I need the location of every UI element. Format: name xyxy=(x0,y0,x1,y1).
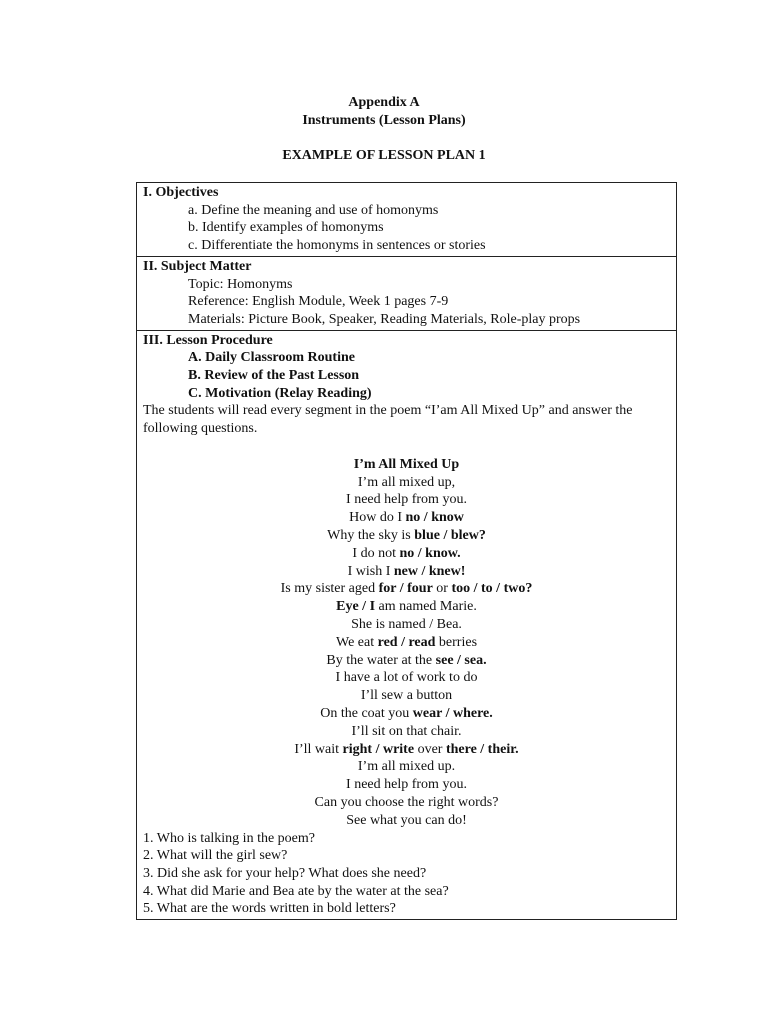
question-item: 4. What did Marie and Bea ate by the water at the sea? xyxy=(143,883,449,899)
poem-text: I wish I xyxy=(347,563,394,579)
appendix-heading: Appendix A xyxy=(348,95,420,110)
lesson-plan-title: EXAMPLE OF LESSON PLAN 1 xyxy=(282,148,486,163)
poem xyxy=(143,456,676,830)
poem-text: Why the sky is xyxy=(327,528,415,544)
poem-title: I’m All Mixed Up xyxy=(353,456,460,472)
poem-homonym-pair: too / to / two? xyxy=(451,581,533,597)
reference-line: Reference: English Module, Week 1 pages 7-9 xyxy=(188,294,449,310)
question-item: 5. What are the words written in bold letters? xyxy=(143,901,396,917)
poem-line xyxy=(143,474,670,492)
poem-text: I’ll sit on that chair. xyxy=(351,723,462,739)
poem-lines xyxy=(143,474,670,830)
lesson-procedure-section xyxy=(137,331,676,919)
question-item: 3. Did she ask for your help? What does she need? xyxy=(143,865,427,881)
poem-text: I’m all mixed up. xyxy=(357,759,456,775)
poem-line xyxy=(143,509,670,527)
poem-text: We eat xyxy=(335,634,378,650)
poem-text: I need help from you. xyxy=(346,777,467,793)
objective-item: a. Define the meaning and use of homonyms xyxy=(188,202,439,218)
poem-homonym-pair: Eye / I xyxy=(336,599,376,615)
poem-line xyxy=(143,794,670,812)
subject-matter-title: II. Subject Matter xyxy=(143,258,252,274)
procedure-instruction: The students will read every segment in the poem “I’am All Mixed Up” and answer the following questions. xyxy=(143,403,633,437)
poem-text: I need help from you. xyxy=(346,492,467,508)
poem-text: I’ll wait xyxy=(294,741,343,757)
poem-line xyxy=(143,634,670,652)
poem-text: I’m all mixed up, xyxy=(357,474,456,490)
poem-line xyxy=(143,545,670,563)
poem-line xyxy=(143,687,670,705)
subject-matter-section xyxy=(137,257,676,331)
poem-homonym-pair: new / knew! xyxy=(393,563,466,579)
lesson-procedure-title: III. Lesson Procedure xyxy=(143,332,273,348)
poem-homonym-pair: right / write xyxy=(342,741,415,757)
poem-line xyxy=(143,652,670,670)
poem-text: berries xyxy=(435,634,478,650)
poem-text: See what you can do! xyxy=(346,812,467,828)
procedure-step: A. Daily Classroom Routine xyxy=(188,350,355,366)
procedure-step: B. Review of the Past Lesson xyxy=(188,368,360,384)
poem-text: She is named / Bea. xyxy=(351,617,462,633)
poem-text: Can you choose the right words? xyxy=(314,794,499,810)
question-item: 2. What will the girl sew? xyxy=(143,848,288,864)
poem-line xyxy=(143,669,670,687)
poem-text: or xyxy=(432,581,452,597)
topic-line: Topic: Homonyms xyxy=(188,276,293,292)
poem-text: I’ll sew a button xyxy=(360,688,453,704)
poem-homonym-pair: no / know xyxy=(405,510,464,526)
objective-item: b. Identify examples of homonyms xyxy=(188,220,384,236)
poem-line xyxy=(143,563,670,581)
poem-line xyxy=(143,705,670,723)
instruments-heading: Instruments (Lesson Plans) xyxy=(302,113,466,128)
question-item: 1. Who is talking in the poem? xyxy=(143,830,315,846)
poem-text: I have a lot of work to do xyxy=(335,670,478,686)
poem-line xyxy=(143,812,670,830)
poem-text: On the coat you xyxy=(320,706,413,721)
poem-line xyxy=(143,491,670,509)
objectives-section xyxy=(137,183,676,257)
poem-homonym-pair: there / their. xyxy=(445,741,519,757)
poem-homonym-pair: blue / blew? xyxy=(414,528,486,544)
poem-line xyxy=(143,527,670,545)
objective-item: c. Differentiate the homonyms in sentences or stories xyxy=(188,238,486,254)
poem-text: How do I xyxy=(349,510,406,526)
poem-line xyxy=(143,580,670,598)
poem-homonym-pair: for / four xyxy=(378,581,433,597)
poem-line xyxy=(143,776,670,794)
poem-text: I do not xyxy=(352,545,400,561)
poem-text: over xyxy=(414,741,446,757)
poem-line xyxy=(143,616,670,634)
poem-line xyxy=(143,598,670,616)
poem-line xyxy=(143,741,670,759)
poem-homonym-pair: wear / where. xyxy=(412,706,493,721)
objectives-title: I. Objectives xyxy=(143,185,219,200)
poem-text: Is my sister aged xyxy=(280,581,379,597)
poem-line xyxy=(143,723,670,741)
poem-homonym-pair: no / know. xyxy=(399,545,461,561)
poem-homonym-pair: red / read xyxy=(377,634,436,650)
poem-homonym-pair: see / sea. xyxy=(435,652,487,668)
materials-line: Materials: Picture Book, Speaker, Reading Materials, Role-play props xyxy=(188,311,581,327)
lesson-plan-table xyxy=(136,182,677,920)
poem-text: am named Marie. xyxy=(375,599,477,615)
poem-line xyxy=(143,758,670,776)
poem-text: By the water at the xyxy=(326,652,436,668)
procedure-step: C. Motivation (Relay Reading) xyxy=(188,385,372,401)
